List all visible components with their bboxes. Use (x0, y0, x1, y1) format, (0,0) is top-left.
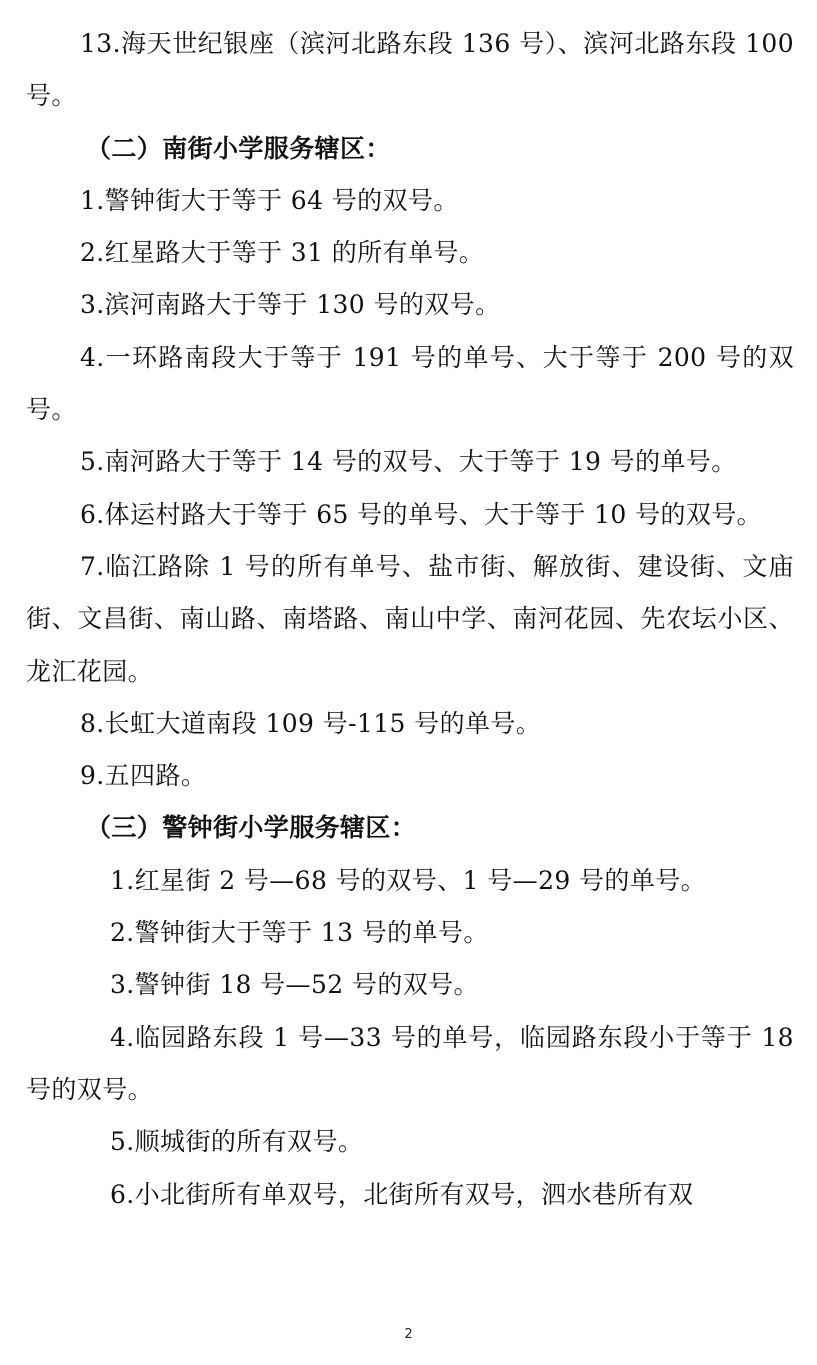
list-item: 13.海天世纪银座（滨河北路东段 136 号）、滨河北路东段 100 号。 (26, 29, 794, 111)
list-item: 1.红星街 2 号—68 号的双号、1 号—29 号的单号。 (110, 865, 707, 895)
section-heading: （三）警钟街小学服务辖区： (86, 813, 417, 843)
list-item: 3.警钟街 18 号—52 号的双号。 (110, 970, 479, 1000)
list-item: 4.一环路南段大于等于 191 号的单号、大于等于 200 号的双号。 (26, 342, 794, 425)
list-item: 2.红星路大于等于 31 的所有单号。 (80, 238, 485, 268)
list-item: 5.南河路大于等于 14 号的双号、大于等于 19 号的单号。 (80, 447, 737, 477)
list-item: 6.小北街所有单双号，北街所有双号，泗水巷所有双 (110, 1179, 694, 1209)
list-item: 4.临园路东段 1 号—33 号的单号，临园路东段小于等于 18 号的双号。 (26, 1022, 794, 1104)
list-item: 8.长虹大道南段 109 号-115 号的单号。 (80, 708, 542, 738)
list-item: 5.顺城街的所有双号。 (110, 1127, 364, 1157)
page-number: 2 (404, 1327, 413, 1342)
list-item: 3.滨河南路大于等于 130 号的双号。 (80, 290, 501, 320)
document-body (26, 18, 794, 1221)
list-item: 6.体运村路大于等于 65 号的单号、大于等于 10 号的双号。 (80, 499, 763, 529)
list-item: 7.临江路除 1 号的所有单号、盐市街、解放街、建设街、文庙街、文昌街、南山路、南塔路、南山中学、南河花园、先农坛小区、龙汇花园。 (26, 551, 794, 686)
list-item: 2.警钟街大于等于 13 号的单号。 (110, 918, 489, 948)
list-item: 9.五四路。 (80, 761, 207, 791)
list-item: 1.警钟街大于等于 64 号的双号。 (80, 185, 459, 215)
section-heading: （二）南街小学服务辖区： (86, 133, 391, 163)
